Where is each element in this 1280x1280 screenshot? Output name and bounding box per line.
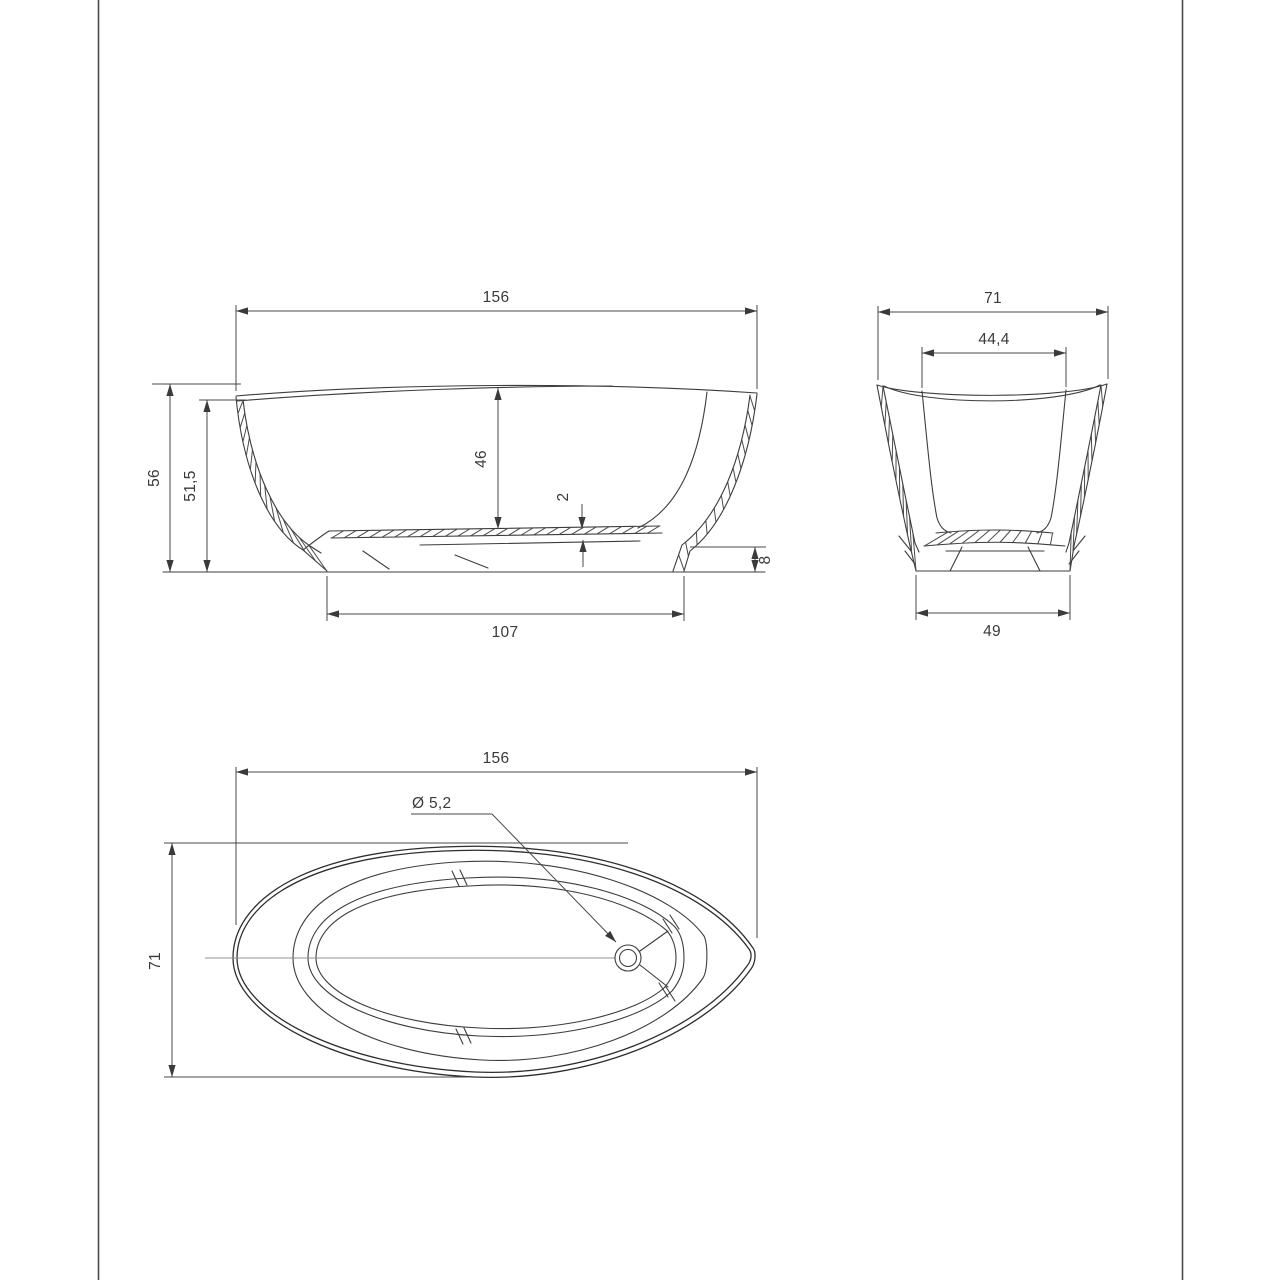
front-foot-line-left (363, 551, 389, 569)
dim-label-drain-diameter: Ø 5,2 (412, 795, 452, 812)
hatch-tick (238, 401, 243, 414)
top-view-outline (205, 846, 755, 1077)
dim-label-inner-depth: 46 (473, 450, 490, 468)
top-view (147, 750, 757, 1077)
hatch-tick (885, 402, 886, 425)
side-floor-bottom (924, 542, 1065, 546)
dim-label-top-length: 156 (482, 750, 510, 767)
side-floor-top (936, 530, 1053, 533)
front-view-outline (163, 385, 765, 572)
hatch-tick (332, 531, 344, 538)
front-bowl-inner-right (638, 392, 707, 528)
top-basin-vline-upper (640, 931, 668, 951)
side-corner-hatch-left (899, 536, 915, 564)
hatch-tick (250, 450, 252, 470)
hatch-tick (1098, 401, 1099, 424)
hatch-tick (1013, 531, 1022, 543)
side-bowl-left (922, 391, 951, 533)
top-basin-edge-inner (316, 885, 676, 1029)
hatch-tick (696, 532, 697, 545)
dim-label-side-width: 71 (984, 290, 1002, 307)
hatch-tick (635, 526, 647, 533)
side-bowl-right (1037, 390, 1066, 533)
hatch-tick (243, 425, 247, 441)
hatch-tick (1050, 533, 1052, 545)
hatch-tick (733, 468, 736, 483)
top-break-mark-lower-left (456, 1028, 471, 1044)
hatch-tick (445, 529, 457, 536)
side-view (877, 290, 1108, 640)
hatch-tick (471, 529, 483, 536)
hatch-tick (597, 527, 609, 534)
hatch-tick (407, 530, 419, 537)
hatch-tick (1095, 418, 1096, 443)
side-left-wall-inner (883, 386, 919, 552)
front-base-edge (420, 541, 640, 545)
front-view-dimensions (146, 289, 774, 641)
hatch-tick (458, 529, 470, 536)
front-right-wall-inner (673, 395, 750, 571)
hatch-tick (728, 482, 731, 496)
hatch-tick (721, 495, 723, 509)
top-outer-edge (233, 846, 755, 1077)
hatch-tick (246, 438, 249, 456)
top-basin-vline-lower (640, 965, 668, 987)
hatch-tick (647, 526, 659, 533)
hatch-tick (369, 530, 381, 537)
hatch-tick (1038, 532, 1042, 544)
dim-label-base-width: 107 (491, 624, 519, 641)
hatch-tick (987, 530, 1000, 542)
hatch-tick (508, 528, 520, 535)
hatch-tick (892, 435, 893, 462)
front-left-wall-inner (243, 400, 321, 553)
hatch-tick (745, 425, 749, 440)
hatch-tick (496, 528, 508, 535)
hatch-tick (748, 410, 752, 425)
hatch-tick (255, 462, 256, 483)
top-view-dimensions (147, 750, 757, 1077)
hatch-tick (950, 531, 969, 544)
side-right-wall-inner (1066, 385, 1101, 552)
front-view (146, 289, 774, 641)
side-view-dimensions (878, 290, 1108, 640)
hatch-tick (706, 520, 707, 534)
dim-label-side-inner-width: 44,4 (978, 331, 1010, 348)
side-left-wall-outer (877, 385, 916, 571)
hatch-tick (1000, 530, 1011, 542)
hatch-tick (1025, 531, 1031, 543)
hatch-tick (521, 528, 533, 535)
dim-label-rim-height: 51,5 (182, 470, 199, 502)
top-basin-edge-outer (308, 877, 684, 1036)
hatch-tick (240, 413, 245, 428)
hatch-tick (420, 529, 432, 536)
hatch-tick (622, 526, 634, 533)
hatch-tick (937, 531, 958, 545)
top-rim-inner-edge (293, 861, 707, 1060)
front-left-wall-outer (236, 397, 327, 571)
dim-label-top-width: 71 (147, 952, 164, 970)
drain-outer-circle (615, 945, 641, 971)
dim-label-floor-thickness: 2 (555, 492, 572, 502)
hatch-tick (686, 542, 689, 556)
hatch-tick (714, 508, 716, 522)
hatch-tick (1091, 434, 1092, 461)
hatch-tick (738, 454, 741, 469)
front-rim-back-edge (236, 385, 757, 396)
hatch-tick (483, 528, 495, 535)
dim-label-front-height: 56 (146, 469, 163, 487)
hatch-tick (750, 396, 755, 411)
hatch-tick (433, 529, 445, 536)
side-rim-inner (884, 385, 1100, 401)
front-rim-front-edge (237, 386, 612, 401)
top-outer-edge-inner (237, 850, 751, 1072)
hatch-tick (889, 419, 890, 444)
hatch-tick (382, 530, 394, 537)
dim-label-side-base-width: 49 (983, 623, 1001, 640)
hatch-tick (546, 528, 558, 535)
leader-drain (492, 814, 616, 942)
hatch-tick (679, 555, 685, 571)
hatch-tick (1101, 385, 1103, 406)
hatch-tick (742, 439, 746, 454)
hatch-tick (260, 474, 261, 497)
front-wall-floor-transition (303, 531, 329, 550)
front-foot-line-mid (455, 555, 488, 568)
dim-label-front-width: 156 (482, 289, 510, 306)
hatch-tick (584, 527, 596, 534)
hatch-tick (395, 530, 407, 537)
hatch-tick (357, 530, 369, 537)
hatch-tick (559, 527, 571, 534)
hatch-tick (572, 527, 584, 534)
dim-label-base-height: 8 (757, 555, 774, 565)
drain-inner-circle (620, 950, 637, 967)
hatch-tick (610, 527, 622, 534)
hatch-tick (344, 531, 356, 538)
hatch-tick (881, 386, 883, 407)
hatch-tick (534, 528, 546, 535)
